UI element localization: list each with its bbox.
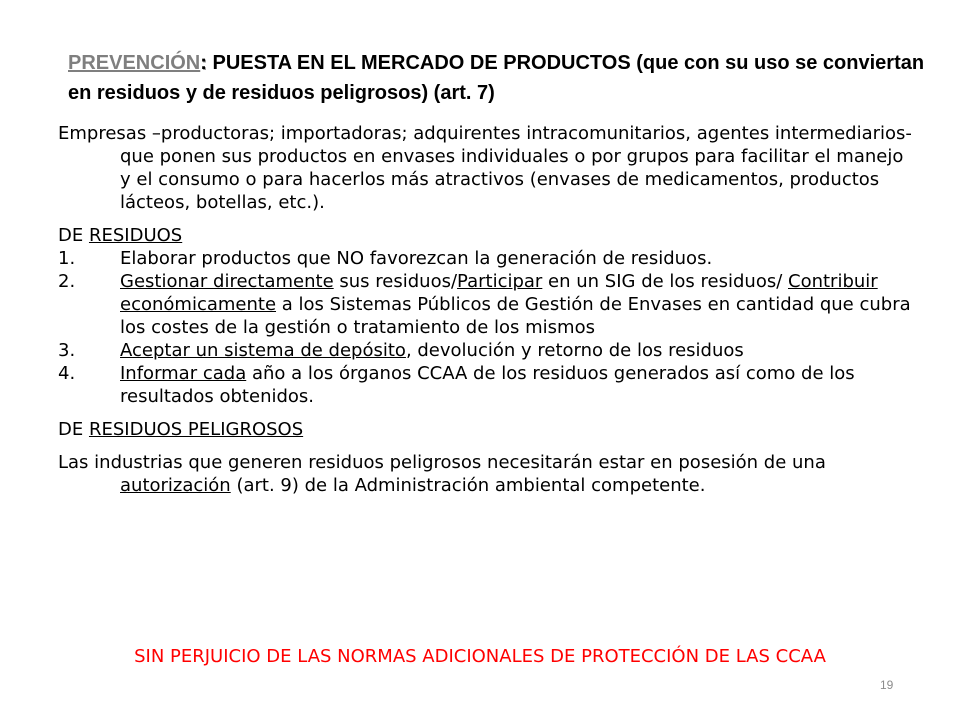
text-run: en un SIG de los residuos/ <box>542 271 788 292</box>
text-run: , devolución y retorno de los residuos <box>405 340 744 361</box>
underlined-phrase: Informar cada <box>120 363 247 384</box>
page-number: 19 <box>880 678 894 692</box>
text-run: (art. 9) de la Administración ambiental competente. <box>230 475 706 496</box>
text-run: sus residuos/ <box>333 271 458 292</box>
list-item-text <box>120 270 918 339</box>
underlined-phrase: Contribuir económicamente <box>120 271 878 315</box>
list-item <box>58 247 918 270</box>
list-item <box>58 362 918 408</box>
list-item-number: 3. <box>58 340 76 361</box>
list-item-text <box>120 339 918 362</box>
intro-paragraph: Empresas –productoras; importadoras; adquirentes intracomunitarios, agentes intermediarios- que ponen sus productos en envases individuales o por grupos para facilitar el manejo y el consumo o para hacerlos más atractivos (envases de medicamentos, productos lácteos, botellas, etc.). <box>58 123 912 213</box>
title-separator: : <box>200 52 207 74</box>
footnote-notice: SIN PERJUICIO DE LAS NORMAS ADICIONALES DE PROTECCIÓN DE LAS CCAA <box>134 646 826 667</box>
text-run: a los Sistemas Públicos de Gestión de Envases en cantidad que cubra los costes de la gestión o tratamiento de los mismos <box>120 294 911 338</box>
title-lead-word: PREVENCIÓN <box>68 52 201 74</box>
residuos-heading-prefix: DE <box>58 225 89 246</box>
underlined-phrase: Participar <box>457 271 543 292</box>
list-item-number: 1. <box>58 248 76 269</box>
underlined-phrase: Aceptar un sistema de depósito <box>120 340 406 361</box>
residuos-heading-text: RESIDUOS <box>88 225 183 246</box>
text-run: año a los órganos CCAA de los residuos generados así como de los resultados obtenidos. <box>120 363 855 407</box>
list-item <box>58 339 918 362</box>
list-item-number: 2. <box>58 271 76 292</box>
list-item-number: 4. <box>58 363 76 384</box>
residuos-heading <box>58 224 918 247</box>
slide-body <box>58 122 918 497</box>
peligrosos-heading <box>58 418 918 441</box>
peligrosos-heading-prefix: DE <box>58 419 89 440</box>
list-item-text: Elaborar productos que NO favorezcan la generación de residuos. <box>120 248 713 269</box>
list-item-text <box>120 362 918 408</box>
list-item <box>58 270 918 339</box>
title-rest: PUESTA EN EL MERCADO DE PRODUCTOS (que con su uso se conviertan en residuos y de residuos peligrosos) (art. 7) <box>68 52 925 104</box>
underlined-phrase: autorización <box>120 475 231 496</box>
text-run: Las industrias que generen residuos peligrosos necesitarán estar en posesión de una <box>58 452 826 473</box>
peligrosos-heading-text: RESIDUOS PELIGROSOS <box>88 419 304 440</box>
slide-title <box>68 48 928 108</box>
peligrosos-paragraph <box>58 451 918 497</box>
underlined-phrase: Gestionar directamente <box>120 271 334 292</box>
